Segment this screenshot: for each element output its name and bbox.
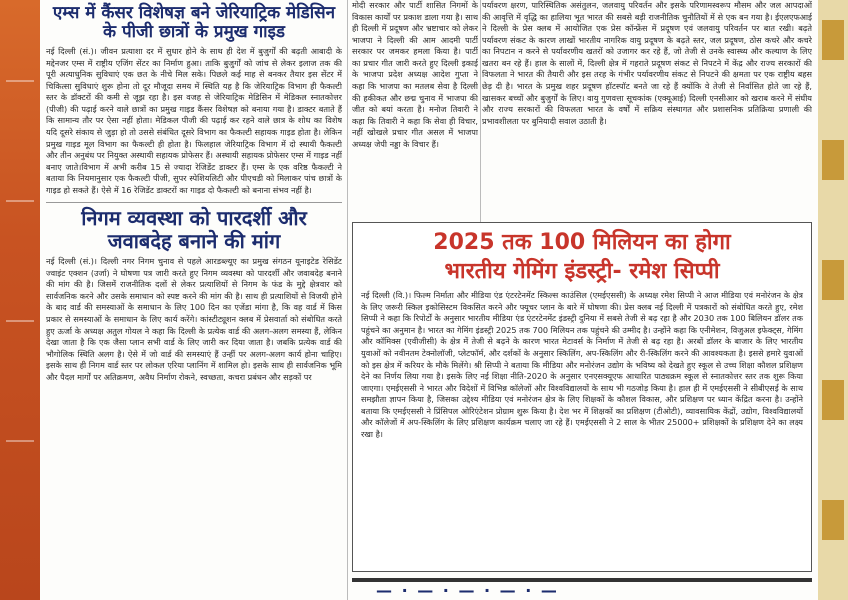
right-adjacent-page-edge: [818, 0, 848, 600]
boxed-article-gaming: [352, 222, 812, 572]
article-body-bjp: मोदी सरकार और पार्टी शासित निगमों के विकास कार्यों पर प्रकाश डाला गया है। साथ ही दिल्ली में प्रदूषण और भ्रष्टाचार को लेकर भाजपा ने दिल्ली की आम आदमी पार्टी सरकार पर जमकर हमला किया है। पार्टी का प्रचार गीत जारी करते हुए दिल्ली इकाई के भाजपा प्रदेश अध्यक्ष आदेश गुप्ता ने कहा कि भाजपा का मतलब सेवा है दिल्ली की हकीकत और छद्म चुनाव में भाजपा की जीत को बयां करता है। मनोज तिवारी ने कहा कि तिवारी ने कहा कि सेवा ही विचार, नहीं खोखले प्रचार गीत असल में भाजपा अध्यक्ष जेपी नड्डा के विचार हैं।: [352, 0, 478, 149]
boxed-headline-line1: 2025 तक 100 मिलियन का होगा: [433, 230, 731, 255]
column-rule: [480, 0, 481, 222]
column-middle: [352, 0, 478, 222]
left-color-strip: [0, 0, 40, 600]
column-right: [482, 0, 812, 222]
bottom-headline-fragment: — · — · — · — · —: [376, 581, 559, 600]
boxed-headline-line2: भारतीय गेमिंग इंडस्ट्री- रमेश सिप्पी: [444, 258, 720, 284]
boxed-headline: [353, 223, 811, 286]
article-body-aiims: नई दिल्ली (सं.)। जीवन प्रत्याशा दर में सुधार होने के साथ ही देश में बुजुर्गों की बढ़ती आबादी के मद्देनजर एम्स में राष्ट्रीय एजिंग सेंटर का निर्माण हुआ। ताकि बुजुर्गों को जांच से लेकर इलाज तक की पूरी अत्याधुनिक सुविधाएं एक छत के नीचे मिल सके। पिछले कई माह से बनकर तैयार इस सेंटर में चिकित्सा सुविधाएं शुरू होना तो दूर मौजूदा समय में स्थिति यह है कि जेरियाट्रिक विभाग ही फैकल्टी स्तर के डॉक्टरों की कमी से जूझ रहा है। इस वजह से जेरियाट्रिक मेडिसिन में मेडिकल स्नातकोत्तर (पीजी) की पढ़ाई करने वाले छात्रों का प्रमुख गाइड कैंसर विशेषज्ञ को बनाया गया है। डाक्टर बताते हैं कि सामान्य तौर पर ऐसा नहीं होता। मेडिकल पीजी की पढ़ाई कर रहने वाले छात्र के शोध का विशेष यदि दूसरे संकाय से जुड़ा हो तो उससे संबंधित दूसरे विभाग का फैकल्टी सहायक गाइड होता है। लेकिन प्रमुख गाइड मूल विभाग का फैकल्टी ही होता है। फिलहाल जेरियाट्रिक विभाग में दो स्थायी फैकल्टी और तीन अनुबंध पर नियुक्त अस्थायी सहायक प्रोफेसर हैं। अस्थायी सहायक प्रोफेसर एम्स में गाइड नहीं बनाए जाते।विभाग में अभी करीब 15 से ज्यादा रेजिडेंट डाक्टर हैं। एम्स के एक वरिष्ठ फैकल्टी ने बताया कि नियमानुसार एक फैकल्टी पीजी, सुपर स्पेशियलिटी और पीएचडी को मिलाकर पांच छात्रों के गाइड हो सकते हैं। ऐसे में 16 रेजिडेंट डाक्टरों का गाइड दो फैकल्टी को बनाना संभव नहीं है।: [46, 46, 342, 195]
boxed-article-body: नई दिल्ली (वि.)। फिल्म निर्माता और मीडिया एंड एंटरटेनमेंट स्किल्स काउंसिल (एमईएससी) के अध्यक्ष रमेश सिप्पी ने आज मीडिया एवं मनोरंजन के क्षेत्र के लिए जरूरी स्किल इकोसिस्टम विकसित करने और फ्यूचर प्लान के बारे में घोषणा की। प्रेस क्लब नई दिल्ली में पत्रकारों को संबोधित करते हुए, रमेश सिप्पी ने कहा कि रिपोर्टों के अनुसार भारतीय मीडिया एंड एंटरटेनमेंट इंडस्ट्री दुनिया में सबसे तेजी से बढ़ रहा है और 2030 तक 100 बिलियन डॉलर तक पहुंचने का अनुमान है। भारत का गेमिंग इंडस्ट्री 2025 तक 700 मिलियन तक पहुंचने की उम्मीद है। उन्होंने कहा कि एनीमेशन, विजुअल इफेक्ट्स, गेमिंग और कॉमिक्स (एवीजीसी) के क्षेत्र में तेजी से बढ़ने के कारण भारत मेटावर्स के निर्माण में तेजी से बढ़ रहा है। अरबों डॉलर के बाजार के लिए भारतीय युवाओं को नवीनतम टेक्नोलॉजी, प्लेटफॉर्म, और दर्शकों के अनुसार स्किलिंग, अप-स्किलिंग और री-स्किलिंग करने की आवश्यकता है। इससे हमारे युवाओं को इस क्षेत्र में करियर के मौके मिलेंगे। श्री सिप्पी ने बताया कि मीडिया और मनोरंजन उद्योग के भविष्य को देखते हुए स्कूल से उच्च शिक्षा कौशल प्रशिक्षण देने का निर्णय लिया गया है। इसके लिए नई शिक्षा नीति-2020 के अनुसार एनएसक्यूएफ आधारित पाठ्यक्रम स्कूल से स्नातकोत्तर स्तर तक शुरू किया जाएगा। एमईएससी ने भारत और विदेशों में विभिन्न कॉलेजों और विश्वविद्यालयों के साथ भी गठजोड़ किया है। हाल ही में एमईएससी ने सीबीएसई के साथ समझौता ज्ञापन किया है, जिसका उद्देश्य मीडिया एवं मनोरंजन क्षेत्र के लिए शिक्षकों के कौशल विकास, और प्रशिक्षण पर ध्यान केंद्रित करना है। उन्होंने बताया कि एमईएससी ने प्रिंसिपल ओरिएंटेशन प्रोग्राम शुरू किया है। देश भर में शिक्षकों का प्रशिक्षण (टीओटी), व्यावसायिक केंद्रों, उद्योग, विश्वविद्यालयों और कॉलेजों में अप-स्किलिंग के लिए प्रशिक्षण कार्यक्रम चलाए जा रहे हैं। एमईएससी ने 2 साल के भीतर 25000+ प्रशिक्षकों के प्रशिक्षण देने का लक्ष्य रखा है।: [361, 290, 803, 439]
bottom-next-headline: [352, 578, 812, 600]
article-headline-aiims: एम्स में कैंसर विशेषज्ञ बने जेरियाट्रिक मेडिसिन के पीजी छात्रों के प्रमुख गाइड: [52, 3, 336, 43]
article-body-nigam: नई दिल्ली (सं.)। दिल्ली नगर निगम चुनाव से पहले आरडब्ल्यूए का प्रमुख संगठन यूनाइटेड रेसिडेंट ज्वाइंट एक्शन (उर्जा) ने घोषणा पत्र जारी करते हुए निगम व्यवस्था को पारदर्शी और जवाबदेह बनाने की मांग की है। जिसमें राजनीतिक दलों से लेकर प्रत्याशियों से निगम के फंड के मुद्दे क्षेत्रवार को सार्वजनिक करने और उसके समाधान को स्पष्ट करने की मांग की है। साथ ही प्रत्याशियों से विजयी होने के बाद वार्ड की समस्याओं के समाधान के लिए 100 दिन का एजेंडा मांगा है, कि वह वार्ड में किस प्रकार से समस्याओं के समाधान के लिए कार्य करेंगे। कांस्टीट्यूशन क्लब में प्रेसवार्ता को संबोधित करते हुए ऊर्जा के अध्यक्ष अतुल गोयल ने कहा कि दिल्ली के प्रत्येक वार्ड की अलग-अलग समस्या हैं, लेकिन देखा जाता है कि एक जैसा प्लान सभी वार्ड के लिए जारी कर दिया जाता है। जबकि प्रत्येक वार्ड की भौगोलिक स्थिति अलग है। ऐसे में जो वार्ड की समस्याएं हैं उन्हीं पर अलग-अलग कार्य होना चाहिए। इसके साथ ही निगम वार्ड स्तर पर लोकल एरिया प्लानिंग में शामिल हो। इसके साथ ही सार्वजनिक भूमि और पैदल मार्गों पर अतिक्रमण, अवैध निर्माण रोकने, स्वच्छता, कचरा प्रबंधन और सड़कों पर: [46, 256, 342, 382]
article-body-pollution: पर्यावरण क्षरण, पारिस्थितिक असंतुलन, जलवायु परिवर्तन और इसके परिणामस्वरूप मौसम और जल आपदाओं की आवृत्ति में वृद्धि का हालिया भूत भारत की सबसे बड़ी राजनीतिक चुनौतियों में से एक बन गया है। ईएलएफआई ने दिल्ली के प्रेस क्लब में आयोजित एक प्रेस कॉन्फ्रेंस में प्रदूषण एवं जलवायु परिवर्तन पर बात रखी। बढ़ते पर्यावरण संकट के कारण लाखों भारतीय नागरिक वायु प्रदूषण के बढ़ते स्तर, जल प्रदूषण, ठोस कचरे और कचरे का निपटान न करने से पर्यावरणीय खतरों को उजागर कर रहे हैं, जो तेजी से उनके स्वास्थ्य और कल्याण के लिए खतरा बन रहे हैं। हाल के सालों में, दिल्ली क्षेत्र में गहराते प्रदूषण संकट से निपटने में केंद्र और राज्य सरकारों की विफलता ने भारत की तैयारी और इस तरह के गंभीर पर्यावरणीय संकट से निपटने की क्षमता पर एक राष्ट्रीय बहस छेड़ दी है। भारत के प्रमुख शहर प्रदूषण हॉटस्पॉट बनते जा रहे हैं क्योंकि वे तेजी से निर्वासित होते जा रहे हैं, खासकर बच्चों और बुजुर्गों के लिए। वायु गुणवत्ता सूचकांक (एक्यूआई) दिल्ली एनसीआर को खराब करने में संघीय और राज्य सरकारों की विफलता भारत के वर्षों में सक्रिय संस्थागत और प्रशासनिक प्रतिक्रिया प्रणाली की प्रभावशीलता पर बुनियादी सवाल उठाती है।: [482, 0, 812, 126]
column-left: [46, 0, 342, 600]
column-rule: [347, 0, 348, 600]
article-divider: [46, 202, 342, 203]
article-headline-nigam: निगम व्यवस्था को पारदर्शी और जवाबदेह बनाने की मांग: [81, 206, 307, 253]
